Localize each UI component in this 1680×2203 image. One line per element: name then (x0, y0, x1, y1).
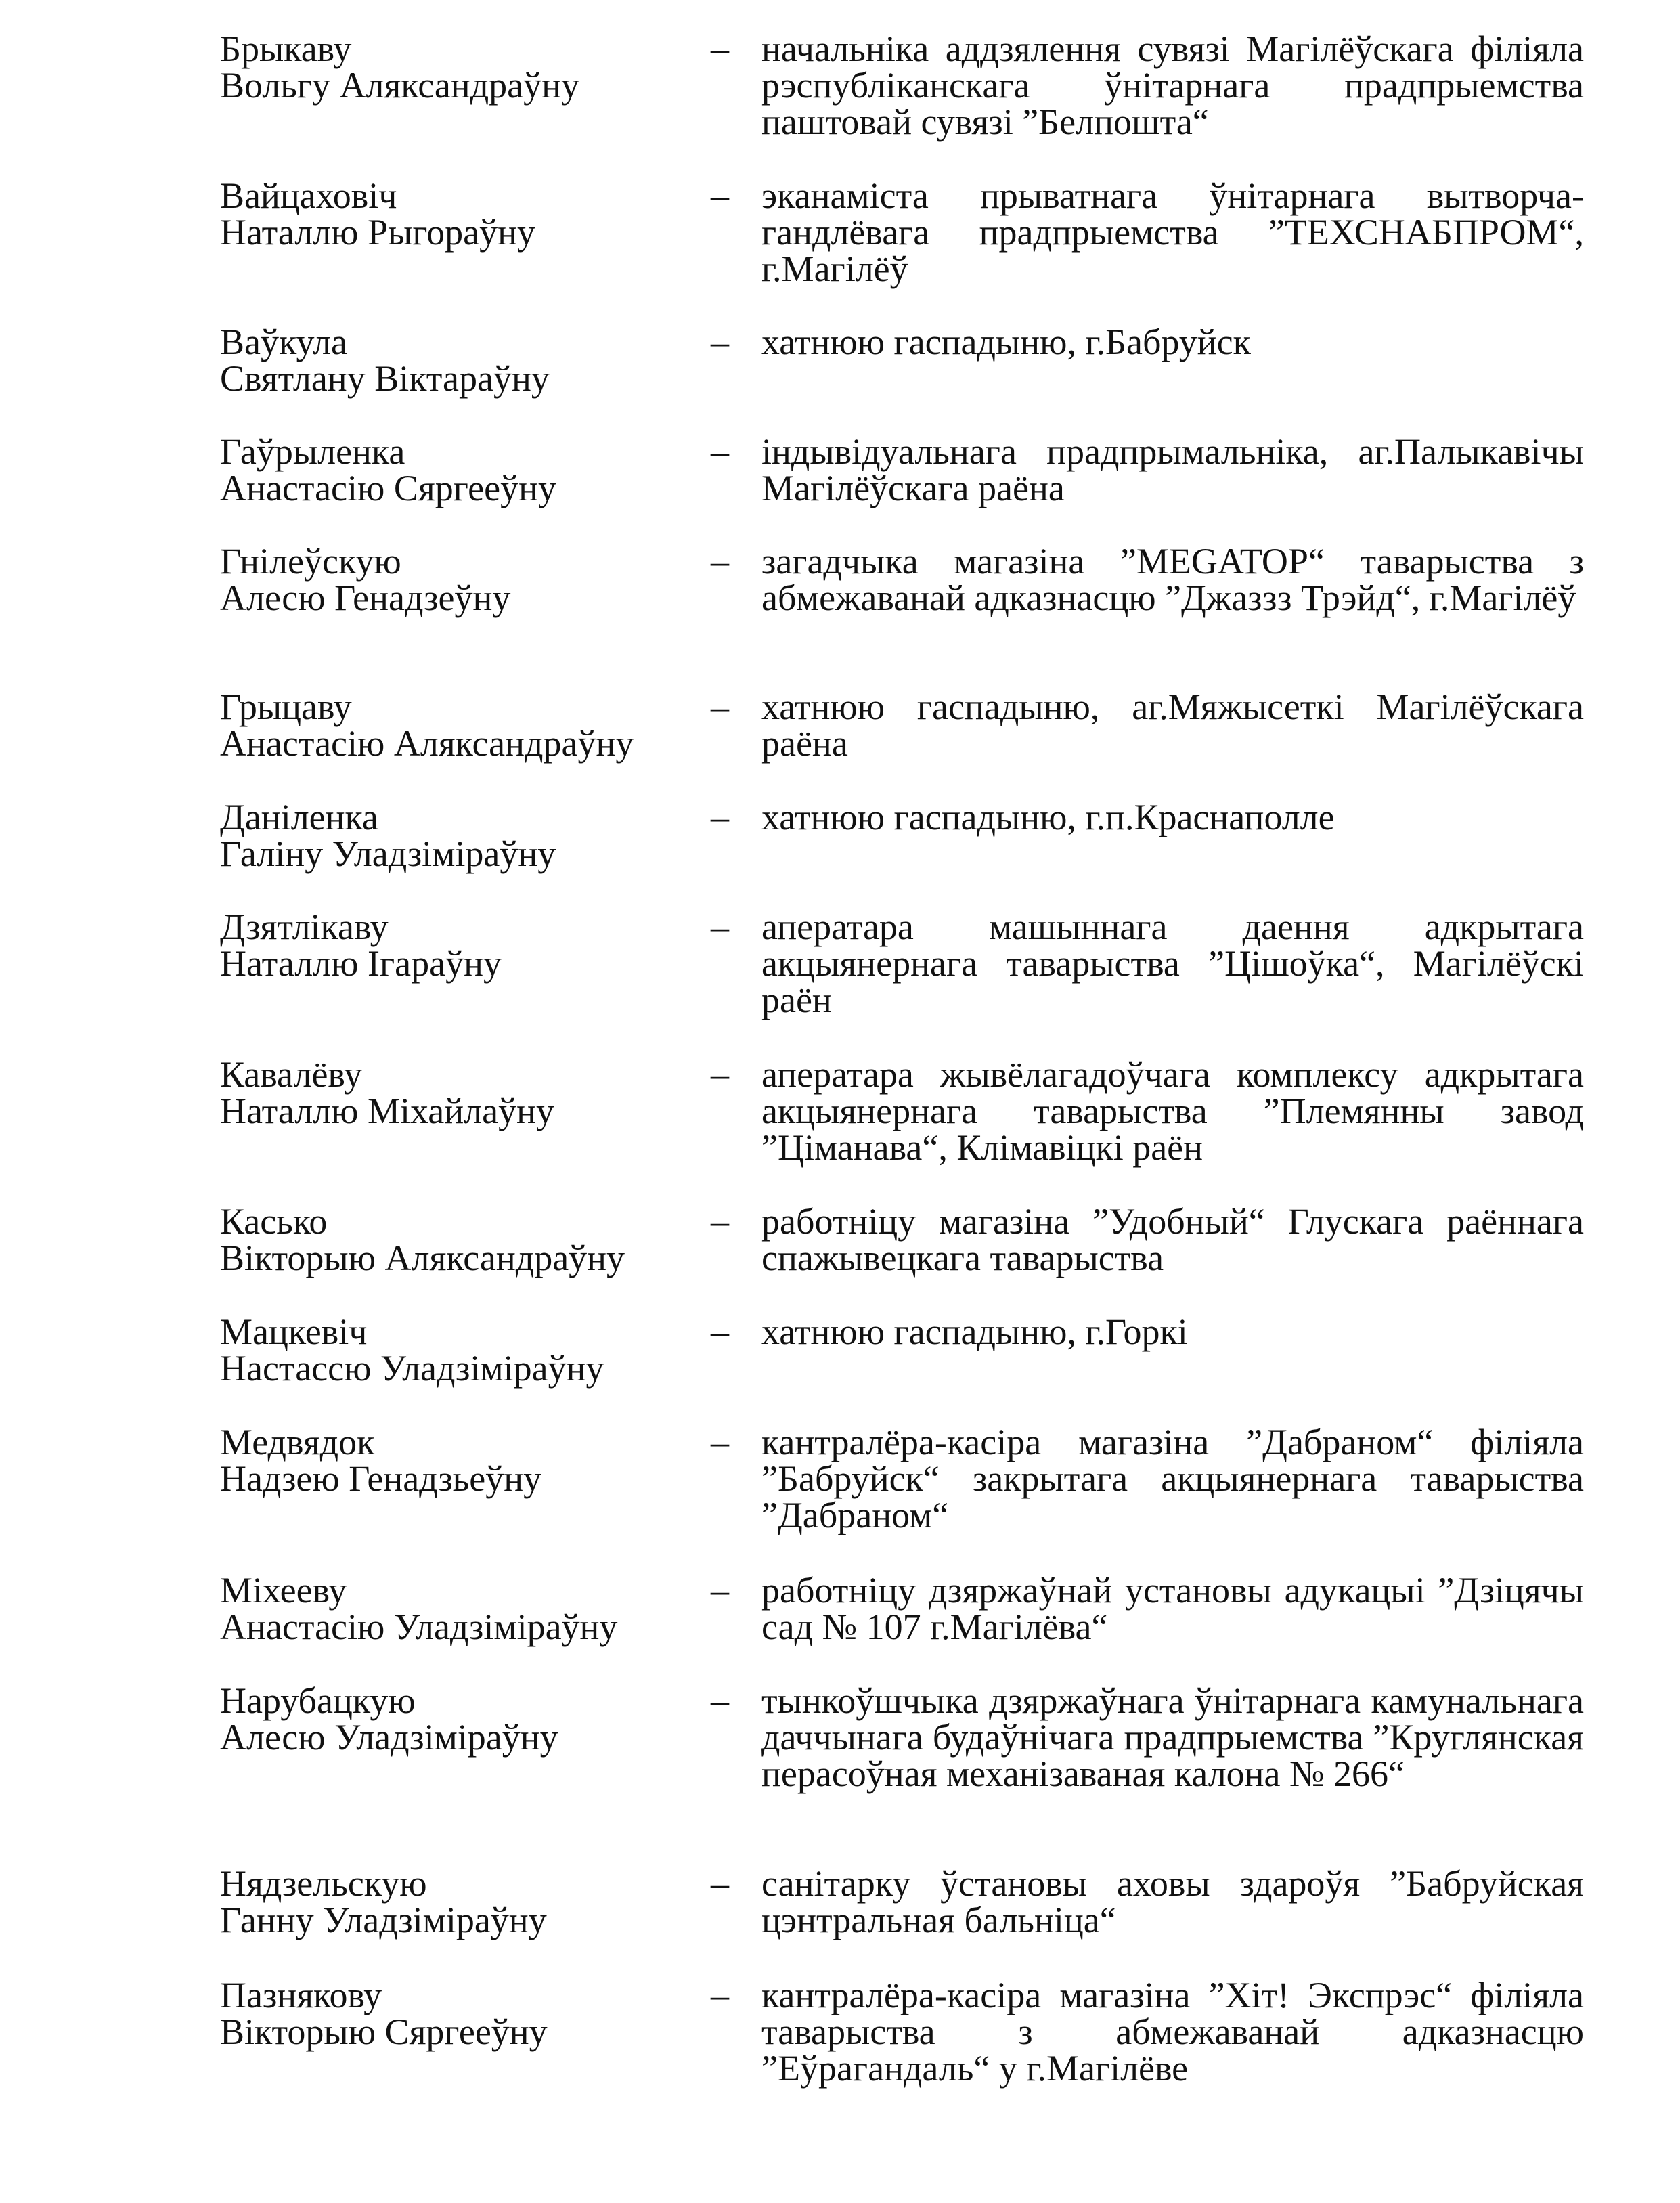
dash: – (711, 907, 729, 947)
dash: – (711, 1863, 729, 1904)
dash: – (711, 28, 729, 69)
dash: – (711, 322, 729, 362)
surname: Нядзельскую (220, 1863, 427, 1904)
position-description: санітарку ўстановы аховы здароўя ”Бабруйская цэнтральная бальніца“ (761, 1863, 1584, 1940)
given-names: Анастасію Аляксандраўну (220, 723, 634, 764)
person-name (220, 433, 707, 506)
person-name (220, 1203, 707, 1276)
person-name (220, 543, 707, 616)
surname: Гаўрыленка (220, 431, 405, 472)
surname: Кавалёву (220, 1054, 363, 1095)
person-name (220, 1313, 707, 1387)
surname: Грыцаву (220, 686, 352, 727)
dash: – (711, 1975, 729, 2015)
given-names: Алесю Уладзіміраўну (220, 1717, 558, 1758)
position-description: хатнюю гаспадыню, г.п.Краснаполле (761, 797, 1335, 837)
surname: Дзятлікаву (220, 907, 389, 947)
position-description: загадчыка магазіна ”MEGATOP“ таварыства з абмежаванай адказнасцю ”Джаззз Трэйд“, г.Магілёў (761, 541, 1584, 618)
given-names: Вікторыю Аляксандраўну (220, 1238, 625, 1278)
person-name (220, 909, 707, 982)
person-name (220, 1424, 707, 1497)
surname: Вайцаховіч (220, 175, 397, 216)
position-description: індывідуальнага прадпрымальніка, аг.Палыкавічы Магілёўскага раёна (761, 431, 1584, 508)
surname: Брыкаву (220, 28, 352, 69)
given-names: Анастасію Уладзіміраўну (220, 1607, 618, 1647)
position-description: начальніка аддзялення сувязі Магілёўскага філіяла рэспубліканскага ўнітарнага прадпрыемства паштовай сувязі ”Белпошта“ (761, 28, 1584, 142)
given-names: Надзею Генадзьеўну (220, 1458, 542, 1499)
dash: – (711, 431, 729, 472)
position-description: хатнюю гаспадыню, г.Горкі (761, 1311, 1188, 1352)
position-description: работніцу магазіна ”Удобный“ Глускага раённага спажывецкага таварыства (761, 1201, 1584, 1278)
dash: – (711, 1054, 729, 1095)
position-description: хатнюю гаспадыню, аг.Мяжысеткі Магілёўскага раёна (761, 686, 1584, 764)
given-names: Наталлю Ігараўну (220, 943, 502, 984)
position-description: аператара жывёлагадоўчага комплексу адкрытага акцыянернага таварыства ”Племянны завод ”Ціманава“, Клімавіцкі раён (761, 1054, 1584, 1168)
position-description: хатнюю гаспадыню, г.Бабруйск (761, 322, 1251, 362)
given-names: Галіну Уладзіміраўну (220, 833, 556, 874)
given-names: Вікторыю Сяргееўну (220, 2011, 548, 2052)
person-name (220, 1680, 707, 1758)
dash: – (711, 1680, 729, 1721)
position-description: тынкоўшчыка дзяржаўнага ўнітарнага камунальнага даччынага будаўнічага прадпрыемства ”Круглянская перасоўная механізаваная калона № 266“ (761, 1680, 1584, 1794)
surname: Пазнякову (220, 1975, 382, 2015)
position-description: аператара машыннага даення адкрытага акцыянернага таварыства ”Цішоўка“, Магілёўскі раён (761, 907, 1584, 1020)
surname: Гнілеўскую (220, 541, 401, 582)
surname: Міхееву (220, 1570, 347, 1611)
surname: Ваўкула (220, 322, 347, 362)
dash: – (711, 1422, 729, 1462)
dash: – (711, 175, 729, 216)
dash: – (711, 1201, 729, 1242)
person-name (220, 324, 707, 397)
person-name (220, 1865, 707, 1938)
position-description: эканаміста прыватнага ўнітарнага вытворча-гандлёвага прадпрыемства ”ТЕХСНАБПРОМ“, г.Магілёў (761, 175, 1584, 289)
given-names: Наталлю Міхайлаўну (220, 1091, 554, 1131)
given-names: Анастасію Сяргееўну (220, 468, 556, 508)
surname: Касько (220, 1201, 328, 1242)
person-name (220, 799, 707, 872)
dash: – (711, 797, 729, 837)
dash: – (711, 1311, 729, 1352)
person-name (220, 1572, 707, 1645)
given-names: Наталлю Рыгораўну (220, 212, 535, 253)
surname: Мацкевіч (220, 1311, 368, 1352)
dash: – (711, 686, 729, 727)
dash: – (711, 541, 729, 582)
person-name (220, 686, 707, 764)
given-names: Ганну Уладзіміраўну (220, 1900, 547, 1940)
person-name (220, 30, 707, 104)
given-names: Алесю Генадзеўну (220, 577, 511, 618)
surname: Нарубацкую (220, 1680, 416, 1721)
position-description: кантралёра-касіра магазіна ”Хіт! Экспрэс“ філіяла таварыства з абмежаванай адказнасцю ”Еўрагандаль“ у г.Магілёве (761, 1975, 1584, 2089)
position-description: работніцу дзяржаўнай установы адукацыі ”Дзіцячы сад № 107 г.Магілёва“ (761, 1570, 1584, 1647)
given-names: Настассю Уладзіміраўну (220, 1348, 604, 1389)
given-names: Вольгу Аляксандраўну (220, 65, 580, 106)
person-name (220, 1977, 707, 2050)
position-description: кантралёра-касіра магазіна ”Дабраном“ філіяла ”Бабруйск“ закрытага акцыянернага таварыства ”Дабраном“ (761, 1422, 1584, 1535)
surname: Даніленка (220, 797, 378, 837)
surname: Медвядок (220, 1422, 375, 1462)
person-name (220, 1056, 707, 1129)
dash: – (711, 1570, 729, 1611)
person-name (220, 175, 707, 253)
given-names: Святлану Віктараўну (220, 358, 550, 399)
